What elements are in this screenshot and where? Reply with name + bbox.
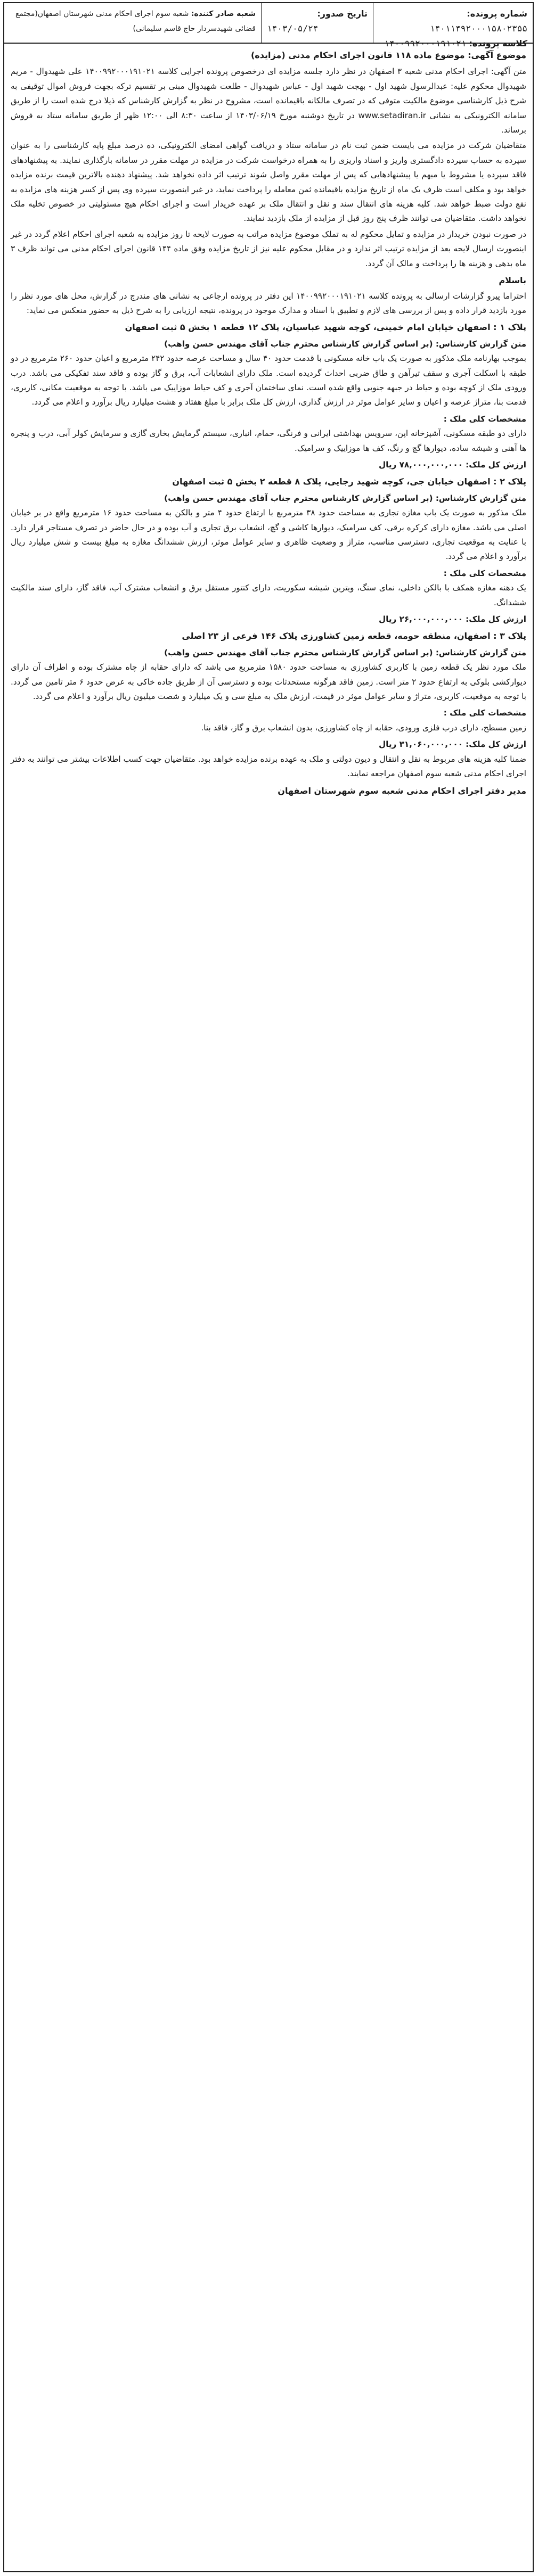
salutation: باسلام (499, 275, 526, 286)
class-number-label: کلاسه پرونده: (469, 38, 527, 48)
property-description: ملک مورد نظر یک قطعه زمین با کاربری کشاورزی به مساحت حدود ۱۵۸۰ مترمربع می باشد که دارای حقابه از چاه مشترک بوده و اطراف آن دارای دیوارکشی بلوکی به ارتفاع حدود ۲ متر است. زمین فاقد هرگونه مستحدثات بوده و دسترسی آن از طریق جاده خاکی به عرض حدود ۶ متر تامین می گردد. با توجه به موقعیت، کاربری، متراژ و سایر عوامل موثر در قیمت، ارزش ملک به مبلغ سی و یک میلیارد و شصت میلیون ریال برآورد و اعلام می گردد. (11, 662, 527, 702)
property-value: ارزش کل ملک: ۲۶,۰۰۰,۰۰۰,۰۰۰ ریال (378, 614, 526, 624)
property-specs: یک دهنه مغازه همکف با بالکن داخلی، نمای سنگ، ویترین شیشه سکوریت، دارای کنتور مستقل برق و انشعاب مشترک آب، فاقد گاز، دارای سند مالکیت ششدانگ. (11, 583, 526, 607)
issue-date-value: ۱۴۰۳/۰۵/۲۴ (267, 23, 319, 34)
notice-body (4, 44, 533, 802)
property-description: ملک مذکور به صورت یک باب مغازه تجاری به مساحت حدود ۳۸ مترمربع با ارتفاع حدود ۴ متر و بالکن به مساحت حدود ۱۶ مترمربع واقع در بر خیابان اصلی می باشد. مغازه دارای کرکره برقی، کف سرامیک، دیوارها کاشی و گچ، انشعاب برق تجاری و آب بوده و در حال حاضر در تصرف مستاجر قرار دارد. با عنایت به موقعیت تجاری، دسترسی مناسب، متراژ و وضعیت ظاهری و سایر عوامل موثر، ارزش ششدانگ مغازه به مبلغ بیست و شش میلیارد ریال برآورد و اعلام می گردد. (11, 508, 526, 562)
expert-heading: متن گزارش کارشناس: (بر اساس گزارش کارشناس محترم جناب آقای مهندس حسن واهب) (164, 647, 526, 657)
property-2 (11, 474, 526, 627)
class-number-value: ۱۴۰۰۹۹۲۰۰۰۱۹۱۰۲۱ (384, 38, 467, 48)
property-1 (11, 320, 526, 472)
expert-heading: متن گزارش کارشناس: (بر اساس گزارش کارشناس محترم جناب آقای مهندس حسن واهب) (164, 339, 526, 349)
property-3 (11, 629, 526, 752)
address-intro: احتراما پیرو گزارشات ارسالی به پرونده کلاسه ۱۴۰۰۹۹۲۰۰۰۱۹۱۰۲۱ این دفتر در پرونده ارجاعی به نشانی های مندرج در گزارش، محل های مورد نظر را مورد بازدید قرار داده و پس از بررسی های لازم و تطبیق با اسناد و مدارک موجود در پرونده، نتیجه ارزیابی را به شرح ذیل به حضور منعکس می نماید: (11, 291, 526, 315)
header-file-cell (373, 3, 533, 48)
specs-heading: مشخصات کلی ملک : (443, 568, 526, 578)
notice-header (4, 3, 533, 48)
property-title: پلاک ۲ : اصفهان خیابان جی، کوچه شهید رجایی، پلاک ۸ قطعه ۲ بخش ۵ ثبت اصفهان (172, 476, 526, 487)
issue-date-label: تاریخ صدور: (317, 9, 368, 19)
intro-paragraph: متن آگهی: اجرای احکام مدنی شعبه ۳ اصفهان در نظر دارد جلسه مزایده ای درخصوص پرونده اجرایی کلاسه ۱۴۰۰۹۹۲۰۰۰۱۹۱۰۲۱ علی شهیدوال - مریم شهیدوال محکوم علیه: عبدالرسول شهید اول - بهجت شهید اول - عباس شهیدوال - طلعت شهیدوال مبنی بر تقسیم ترکه بجهت فروش اموال توقیفی به شرح ذیل کارشناسی موضوع مالکیت متوفی که در تصرف مالکانه باقیمانده است، مشروح در نظر به گزارش کارشناس که ذیلا درج شده است را از طریق سامانه الکترونیکی به نشانی www.setadiran.ir در تاریخ دوشنبه مورخ ۱۴۰۳/۰۶/۱۹ از ساعت ۸:۳۰ الی ۱۲:۰۰ ظهر از طریق سامانه ستاد به فروش برساند. (11, 67, 526, 135)
notice-page (3, 2, 534, 2572)
header-date-cell (261, 3, 373, 43)
notice-subject: موضوع آگهی: موضوع ماده ۱۱۸ قانون اجرای احکام مدنی (مزایده) (250, 50, 526, 60)
property-specs: زمین مسطح، دارای درب فلزی ورودی، حقابه از چاه کشاورزی، بدون انشعاب برق و گاز، فاقد بنا. (201, 722, 526, 733)
specs-heading: مشخصات کلی ملک : (443, 414, 526, 424)
property-value: ارزش کل ملک: ۷۸,۰۰۰,۰۰۰,۰۰۰ ریال (378, 459, 526, 470)
expert-heading: متن گزارش کارشناس: (بر اساس گزارش کارشناس محترم جناب آقای مهندس حسن واهب) (164, 493, 526, 503)
intro-paragraph: متقاضیان شرکت در مزایده می بایست ضمن ثبت نام در سامانه ستاد و دریافت گواهی امضای الکترونیکی، ده درصد مبلغ پایه کارشناسی را به عنوان سپرده به حساب سپرده دادگستری واریز و اسناد واریزی را به همراه درخواست شرکت در مزایده در مهلت مقرر در سامانه بارگذاری نمایند. به پیشنهادهای فاقد سپرده یا مشروط یا مبهم یا پیشنهادهایی که پس از مهلت مقرر واصل شوند ترتیب اثر داده نخواهد شد. پیشنهاد دهنده بالاترین قیمت برنده مزایده خواهد بود و مکلف است ظرف یک ماه از تاریخ مزایده باقیمانده ثمن معامله را پرداخت نماید، در غیر اینصورت سپرده وی پس از کسر هزینه های مزایده به نفع دولت ضبط خواهد شد. کلیه هزینه های انتقال سند و نقل و انتقال ملک بر عهده خریدار است و اجرای احکام هیچ مسئولیتی در خصوص تخلیه ملک نخواهد داشت. متقاضیان می توانند ظرف پنج روز قبل از مزایده از ملک بازدید نمایند. (11, 141, 526, 224)
property-title: پلاک ۳ : اصفهان، منطقه حومه، قطعه زمین کشاورزی پلاک ۱۴۶ فرعی از ۲۳ اصلی (182, 631, 526, 641)
signature: مدیر دفتر اجرای احکام مدنی شعبه سوم شهرستان اصفهان (278, 785, 526, 796)
file-number-label: شماره پرونده: (467, 9, 527, 19)
issuer-label: شعبه صادر کننده: (191, 10, 256, 18)
issuer-value: شعبه سوم اجرای احکام مدنی شهرستان اصفهان(مجتمع قضائی شهیدسردار حاج قاسم سلیمانی) (15, 10, 256, 33)
property-title: پلاک ۱ : اصفهان خیابان امام خمینی، کوچه شهید عباسیان، پلاک ۱۲ قطعه ۱ بخش ۵ ثبت اصفهان (125, 322, 526, 333)
property-value: ارزش کل ملک: ۳۱,۰۶۰,۰۰۰,۰۰۰ ریال (378, 739, 526, 750)
property-description: بموجب بهارنامه ملک مذکور به صورت یک باب خانه مسکونی با قدمت حدود ۴۰ سال و مساحت عرصه حدود ۲۴۲ مترمربع و اعیان حدود ۲۶۰ مترمربع در دو طبقه با اسکلت آجری و سقف تیرآهن و طاق ضربی احداث گردیده است. ملک دارای انشعابات آب، برق و گاز بوده و فاقد سند تفکیکی می باشد. درب ورودی ملک از کوچه بوده و حیاط در جبهه جنوبی واقع شده است. نمای ساختمان آجری و کف حیاط موزاییک می باشد. با توجه به موقعیت مکانی، کاربری، قدمت بنا، متراژ عرصه و اعیان و سایر عوامل موثر در ارزش گذاری، ارزش کل ملک برابر با مبلغ هفتاد و هشت میلیارد ریال برآورد و اعلام می گردد. (11, 353, 526, 407)
footer-paragraph: ضمنا کلیه هزینه های مربوط به نقل و انتقال و دیون دولتی و ملک به عهده برنده مزایده خواهد بود. متقاضیان جهت کسب اطلاعات بیشتر می توانند به دفتر اجرای احکام مدنی شعبه سوم اصفهان مراجعه نمایند. (11, 754, 526, 779)
property-specs: دارای دو طبقه مسکونی، آشپزخانه اپن، سرویس بهداشتی ایرانی و فرنگی، حمام، انباری، سیستم گرمایش بخاری گازی و سرمایش کولر آبی، درب و پنجره ها آهنی و شیشه ساده، دیوارها گچ و رنگ، کف ها موزاییک و سرامیک. (11, 429, 526, 453)
specs-heading: مشخصات کلی ملک : (443, 708, 526, 718)
header-issuer-cell (4, 3, 261, 43)
file-number-value: ۱۴۰۱۱۴۹۲۰۰۰۱۵۸۰۲۳۵۵ (429, 23, 527, 34)
closing-paragraph: در صورت نبودن خریدار در مزایده و تمایل محکوم له به تملک موضوع مزایده مراتب به صورت لایحه تا روز مزایده به شعبه اجرای احکام اعلام گردد در غیر اینصورت ارسال لایحه بعد از مزایده ترتیب اثر ندارد و در مقابل محکوم علیه نیز از تاریخ مزایده وفق ماده ۱۴۴ قانون اجرای احکام مدنی می تواند ظرف ۳ ماه بدهی و هزینه ها را پرداخت و مالک آن گردد. (11, 229, 526, 268)
